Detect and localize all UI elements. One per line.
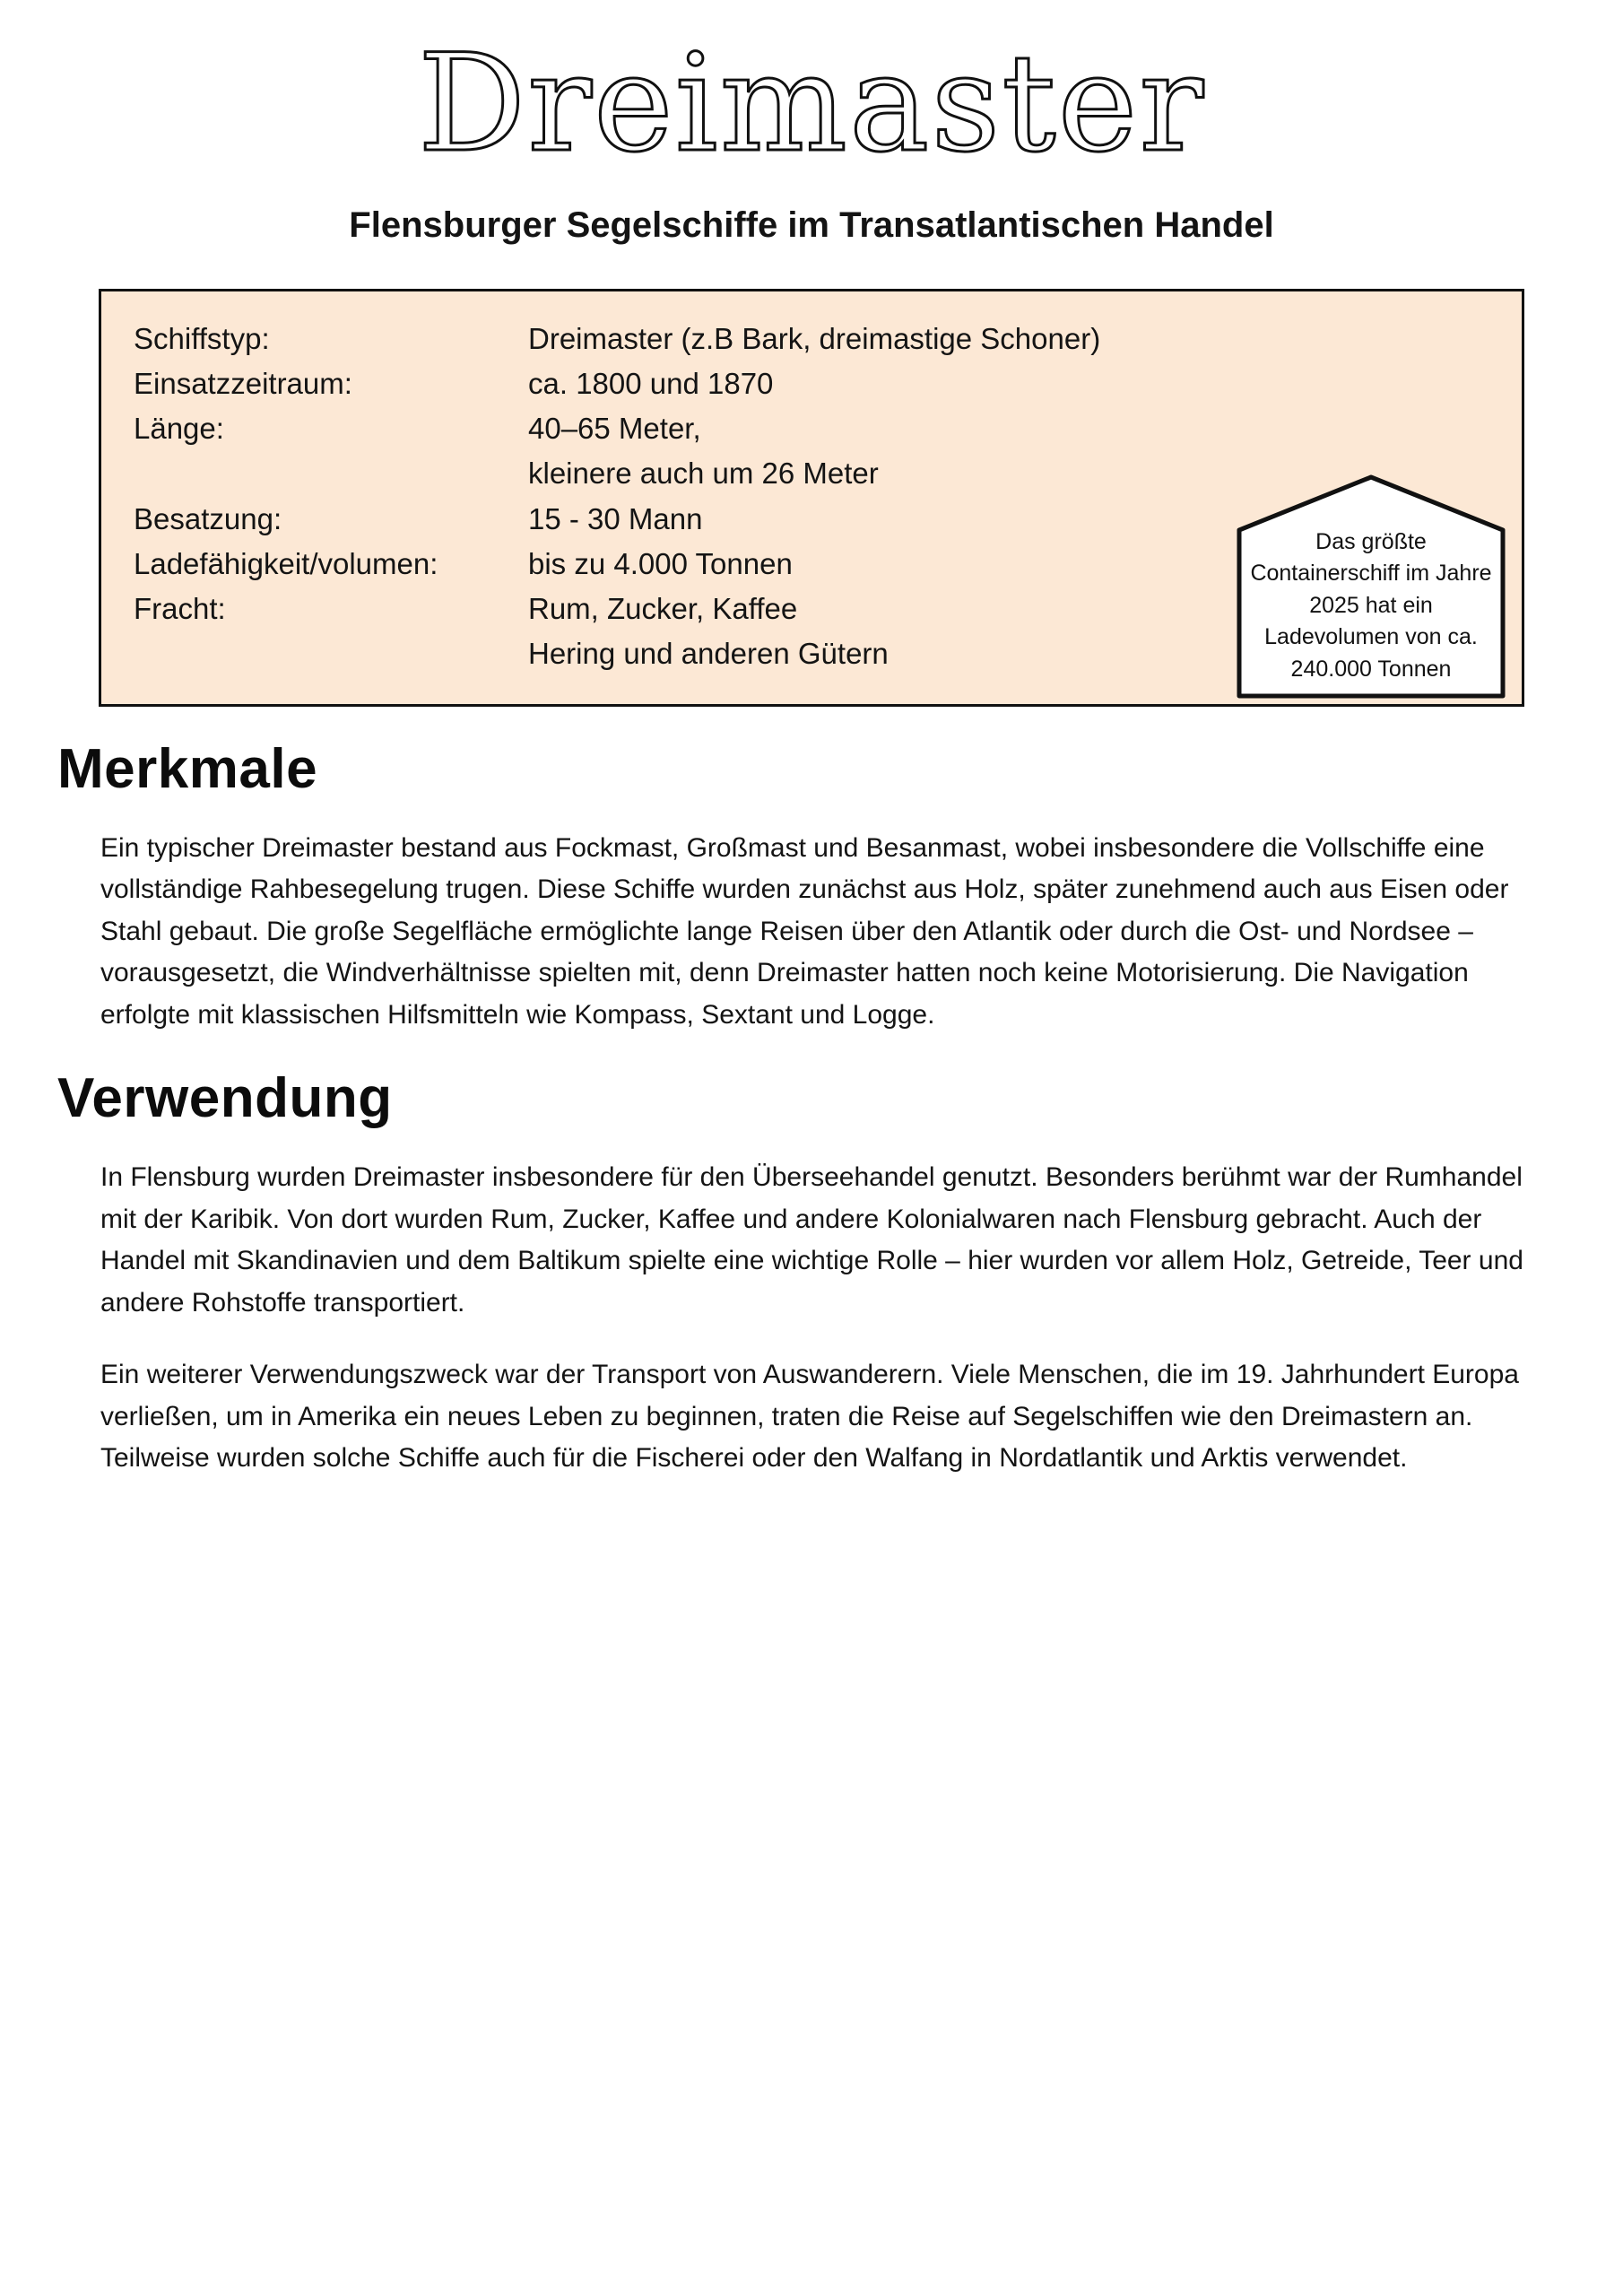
section-body xyxy=(100,1157,1533,1480)
fact-value-main: Rum, Zucker, Kaffee xyxy=(528,592,798,625)
section-body xyxy=(100,828,1533,1037)
fact-value-main: 15 - 30 Mann xyxy=(528,501,703,535)
paragraph: Ein typischer Dreimaster bestand aus Fockmast, Großmast und Besanmast, wobei insbesondere die Vollschiffe eine vollständige Rahbesegelung trugen. Diese Schiffe wurden zunächst aus Holz, später zunehmend auch aus Eisen oder Stahl gebaut. Die große Segelfläche ermöglichte lange Reisen über den Atlantik oder durch die Ost- und Nordsee – vorausgesetzt, die Windverhältnisse spielten mit, denn Dreimaster hatten noch keine Motorisierung. Die Navigation erfolgte mit klassischen Hilfsmitteln wie Kompass, Sextant und Logge. xyxy=(100,832,1509,1030)
section-verwendung xyxy=(57,1066,1533,1480)
fact-label: Einsatzzeitraum: xyxy=(134,366,352,400)
title-block xyxy=(90,0,1533,182)
fact-value xyxy=(528,317,1489,361)
fact-value-main: 40–65 Meter, xyxy=(528,412,701,445)
fact-value-main: Dreimaster (z.B Bark, dreimastige Schoner) xyxy=(528,321,1101,355)
page-title: Dreimaster xyxy=(417,26,1206,182)
fact-label: Ladefähigkeit/volumen: xyxy=(134,546,438,580)
table-row xyxy=(134,317,1489,361)
callout-pentagon xyxy=(1237,474,1506,699)
paragraph: Ein weiterer Verwendungszweck war der Transport von Auswanderern. Viele Menschen, die im 19. Jahrhundert Europa verließen, um in Amerika ein neues Leben zu beginnen, traten die Reise auf Segelschiffen wie den Dreimastern an. Teilweise wurden solche Schiffe auch für die Fischerei oder den Walfang in Nordatlantik und Arktis verwendet. xyxy=(100,1360,1519,1473)
fact-label: Länge: xyxy=(134,412,224,445)
fact-label: Besatzung: xyxy=(134,501,282,535)
page-subtitle: Flensburger Segelschiffe im Transatlantischen Handel xyxy=(349,204,1274,245)
section-merkmale xyxy=(57,737,1533,1037)
callout-text: Das größte Containerschiff im Jahre 2025 hat ein Ladevolumen von ca. 240.000 Tonnen xyxy=(1250,528,1492,682)
fact-value xyxy=(528,361,1489,406)
section-heading: Verwendung xyxy=(57,1067,393,1129)
fact-value-extra: Hering und anderen Gütern xyxy=(528,637,889,671)
fact-label: Schiffstyp: xyxy=(134,321,270,355)
paragraph: In Flensburg wurden Dreimaster insbesondere für den Überseehandel genutzt. Besonders berühmt war der Rumhandel mit der Karibik. Von dort wurden Rum, Zucker, Kaffee und andere Kolonialwaren nach Flensburg gebracht. Auch der Handel mit Skandinavien und dem Baltikum spielte eine wichtige Rolle – hier wurden vor allem Holz, Getreide, Teer und andere Rohstoffe transportiert. xyxy=(100,1162,1523,1318)
fact-value-main: bis zu 4.000 Tonnen xyxy=(528,546,793,580)
table-row xyxy=(134,361,1489,406)
fact-label: Fracht: xyxy=(134,592,226,625)
fact-value-extra: kleinere auch um 26 Meter xyxy=(528,457,879,491)
section-heading: Merkmale xyxy=(57,737,318,800)
fact-box xyxy=(99,289,1524,707)
fact-value-main: ca. 1800 und 1870 xyxy=(528,366,774,400)
